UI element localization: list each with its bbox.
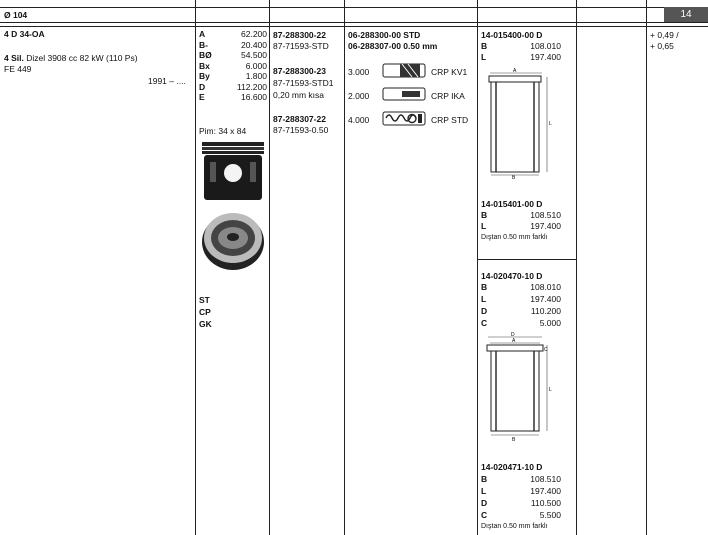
dim-row: BØ 54.500 [199,50,267,60]
material-cp: CP [199,307,211,317]
material-codes [199,294,212,330]
material-gk: GK [199,319,212,329]
liner-code-2: 14-020470-10 D [481,271,543,281]
dim-row: A 62.200 [199,29,267,39]
diameter-title: Ø 104 [4,10,28,20]
col-divider-5 [576,0,577,535]
liner-2-b-row: B 108.010 [481,282,561,292]
engine-description [4,53,138,63]
svg-text:B: B [512,175,516,180]
engine-code: 4 D 34-OA [4,29,45,39]
svg-text:B: B [512,437,516,443]
liner-divider [477,259,576,260]
ring-set-code-std: 06-288300-00 STD [348,30,421,40]
dim-row: Bx 6.000 [199,60,267,71]
liner-2b-c-row: C 5.500 [481,510,561,520]
header-rule-2 [0,26,708,27]
piston-code-3: 87-288307-22 [273,114,326,124]
cylinder-count: 4 Sil. [4,53,24,63]
page-number-badge: 14 [664,7,708,22]
col-divider-4 [477,0,478,535]
ring-width-3: 4.000 [348,115,370,125]
col-divider-1 [195,0,196,535]
col-divider-3 [344,0,345,535]
liner-2b-d-row: D 110.500 [481,498,561,508]
liner-1b-l-row: L 197.400 [481,221,561,231]
header-rule [0,22,708,23]
piston-note-2: 0,20 mm kısa [273,90,325,100]
pin-size: Pim: 34 x 84 [199,126,247,136]
liner-drawing-1 [482,67,562,180]
liner-code-1b: 14-015401-00 D [481,199,543,209]
svg-text:L: L [549,387,552,393]
liner-drawing-2 [482,331,562,443]
dim-row: By 1.800 [199,71,267,81]
liner-1-b-row: B 108.010 [481,41,561,51]
piston-top-image [200,208,266,272]
piston-sub-3: 87-71593-0.50 [273,125,329,135]
svg-text:C: C [544,347,548,353]
dim-row: B- 20.400 [199,39,267,50]
dim-row: E 16.600 [199,92,267,102]
ring-label-3: CRP STD [431,115,469,125]
ring-set-code-050: 06-288307-00 0.50 mm [348,41,438,51]
piston-sub-2: 87-71593-STD1 [273,78,334,88]
engine-years: 1991 – .... [148,76,186,86]
liner-code-2b: 14-020471-10 D [481,462,543,472]
liner-2b-l-row: L 197.400 [481,486,561,496]
liner-1b-b-row: B 108.510 [481,210,561,220]
tolerance-line-2: + 0,65 [650,41,674,51]
piston-side-image [200,140,266,202]
svg-text:L: L [549,121,552,127]
svg-text:D: D [511,332,515,338]
ring-width-2: 2.000 [348,91,370,101]
ring-label-2: CRP IKA [431,91,465,101]
liner-1-l-row: L 197.400 [481,52,561,62]
piston-code-1: 87-288300-22 [273,30,326,40]
top-rule [0,7,664,8]
ring-kv1-icon [382,62,426,79]
ring-ika-icon [382,87,426,102]
svg-text:A: A [512,338,516,344]
liner-2-c-row: C 5.000 [481,318,561,328]
piston-sub-1: 87-71593-STD [273,41,329,51]
liner-code-1: 14-015400-00 D [481,30,543,40]
engine-spec: Dizel 3908 cc 82 kW (110 Ps) [26,53,138,63]
dimension-list [199,29,267,103]
col-divider-6 [646,0,647,535]
liner-1b-note: Dıştan 0.50 mm farklı [481,234,548,241]
tolerance-line-1: + 0,49 / [650,30,679,40]
liner-2-l-row: L 197.400 [481,294,561,304]
liner-2b-note: Dıştan 0.50 mm farklı [481,523,548,530]
liner-2-d-row: D 110.200 [481,306,561,316]
ring-label-1: CRP KV1 [431,67,468,77]
ring-oil-icon [382,110,426,127]
ring-width-1: 3.000 [348,67,370,77]
svg-text:A: A [513,68,517,74]
col-divider-2 [269,0,270,535]
material-st: ST [199,295,210,305]
dim-row: D 112.200 [199,81,267,92]
engine-model: FE 449 [4,64,32,74]
piston-code-2: 87-288300-23 [273,66,326,76]
liner-2b-b-row: B 108.510 [481,474,561,484]
